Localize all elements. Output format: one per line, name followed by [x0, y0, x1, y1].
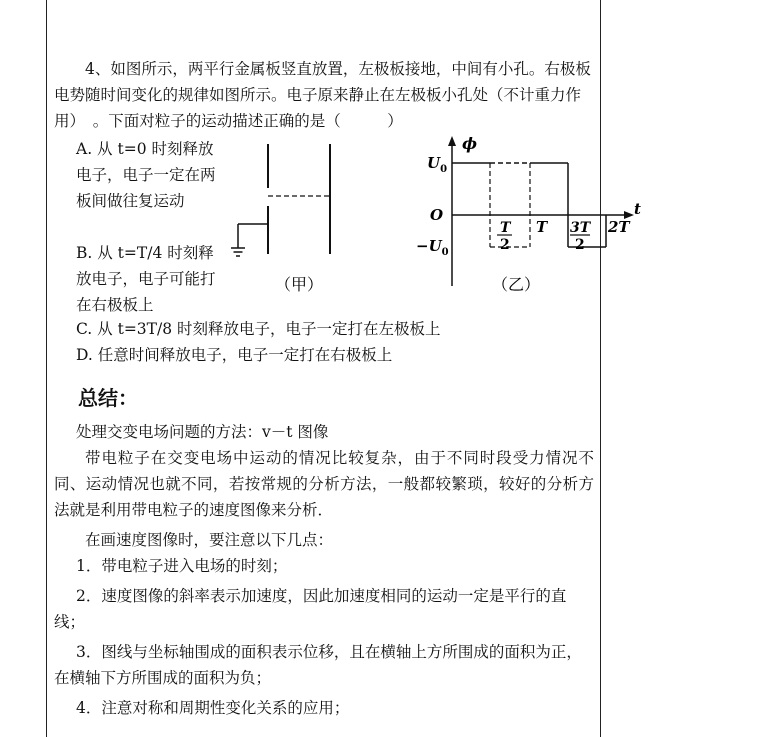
option-b: B. 从 t=T/4 时刻释放电子，电子可能打在右极板上 — [76, 244, 216, 314]
document-content — [54, 56, 641, 721]
right-border-line — [600, 0, 601, 737]
summary-item-3: 3．图线与坐标轴围成的面积表示位移，且在横轴上方所围成的面积为正，在横轴下方所围成的面积为负； — [54, 643, 582, 687]
summary-item-1: 1．带电粒子进入电场的时刻； — [76, 557, 288, 575]
left-border-line — [46, 0, 47, 737]
summary-item-4: 4．注意对称和周期性变化关系的应用； — [76, 699, 350, 717]
summary-item-2: 2．速度图像的斜率表示加速度，因此加速度相同的运动一定是平行的直线； — [54, 587, 567, 631]
tick-T-half — [497, 220, 512, 253]
option-c: C. 从 t=3T/8 时刻释放电子，电子一定打在左极板上 — [76, 320, 441, 338]
phi-axis-arrow-icon — [448, 136, 456, 146]
svg-text:T: T — [500, 220, 511, 236]
figure-jia — [231, 144, 330, 294]
summary-paragraph-2: 在画速度图像时，要注意以下几点： — [85, 531, 334, 549]
question-figure-block — [54, 134, 641, 316]
figure-yi-label: （乙） — [492, 275, 541, 294]
figure-jia-label: （甲） — [275, 275, 324, 294]
summary-method: 处理交变电场问题的方法：v－t 图像 — [76, 423, 329, 441]
tick-2T: 2T — [608, 218, 630, 236]
tick-3T-half — [570, 220, 592, 253]
origin-label: O — [430, 206, 444, 224]
svg-text:3T: 3T — [570, 220, 591, 236]
u0-label: $U_0$ — [427, 154, 448, 175]
t-label: t — [634, 200, 641, 218]
svg-text:2: 2 — [500, 237, 510, 253]
ground-icon — [231, 248, 245, 256]
option-d: D. 任意时间释放电子，电子一定打在右极板上 — [76, 346, 393, 364]
figure-svg — [230, 134, 641, 304]
tick-T: T — [536, 218, 548, 236]
summary-paragraph-1: 带电粒子在交变电场中运动的情况比较复杂，由于不同时段受力情况不同、运动情况也就不同，若按常规的分析方法，一般都较繁琐，较好的分析方法就是利用带电粒子的速度图像来分析． — [54, 449, 594, 519]
figure-yi — [416, 134, 641, 294]
svg-text:2: 2 — [575, 237, 585, 253]
question-stem: 4、如图所示，两平行金属板竖直放置，左极板接地，中间有小孔。右极板电势随时间变化的规律如图所示。电子原来静止在左极板小孔处（不计重力作用） 。下面对粒子的运动描述正确的是（ ） — [54, 60, 591, 130]
neg-u0-label: $-U_0$ — [416, 237, 449, 258]
summary-heading: 总结： — [78, 386, 138, 410]
option-a: A. 从 t=0 时刻释放电子，电子一定在两板间做往复运动 — [76, 140, 216, 210]
phi-label: ϕ — [462, 134, 478, 153]
